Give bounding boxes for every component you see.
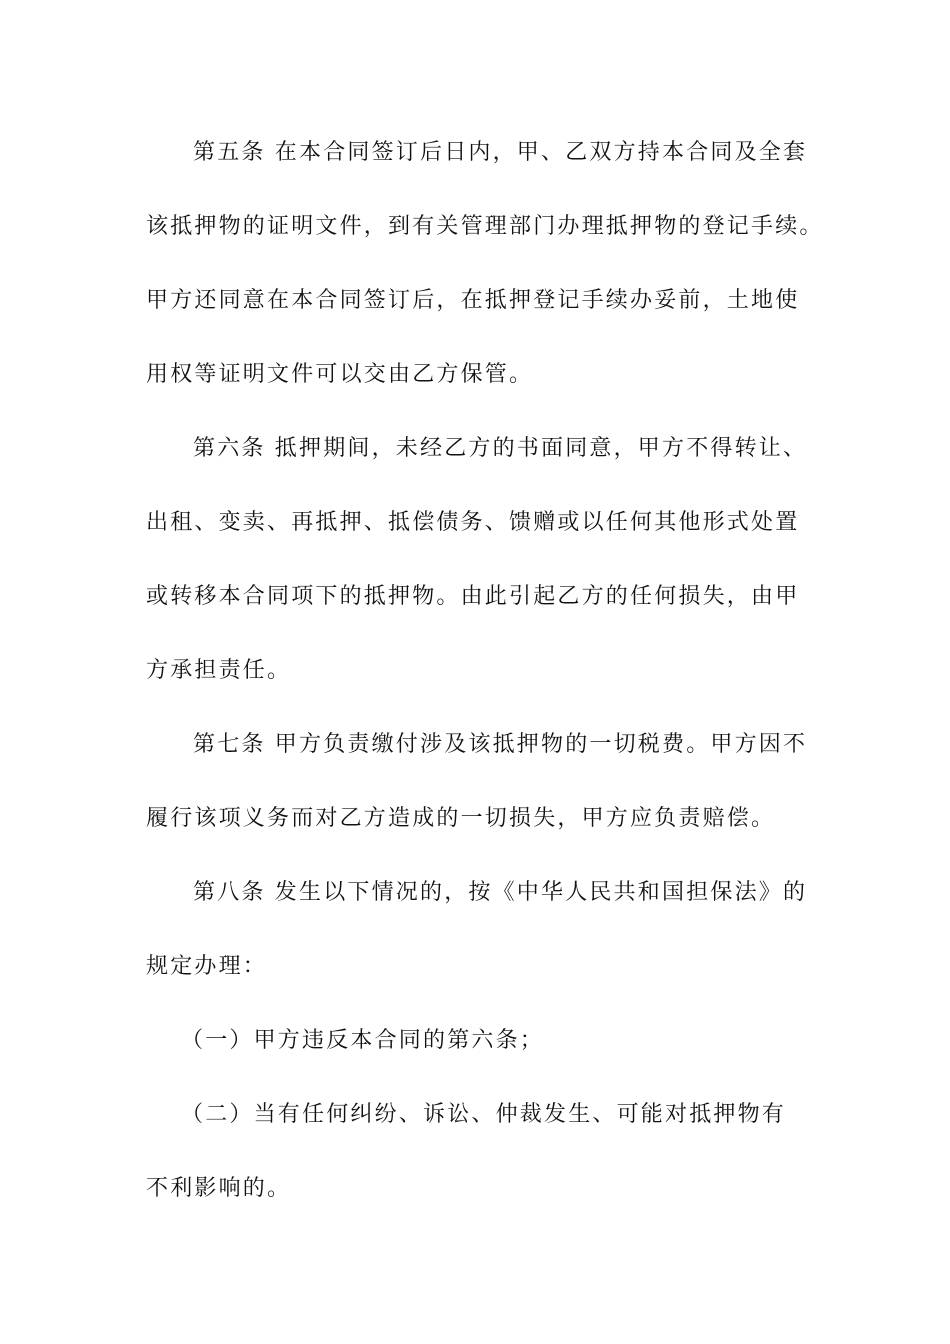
article-6-line-2: 出租、变卖、再抵押、抵偿债务、馈赠或以任何其他形式处置: [146, 510, 800, 535]
article-5-line-1: 第五条 在本合同签订后日内，甲、乙双方持本合同及全套: [193, 140, 808, 165]
article-5-line-3: 甲方还同意在本合同签订后，在抵押登记手续办妥前，土地使: [146, 288, 800, 313]
article-6-line-4: 方承担责任。: [146, 658, 292, 683]
article-6-line-3: 或转移本合同项下的抵押物。由此引起乙方的任何损失，由甲: [146, 584, 800, 609]
article-6-line-1: 第六条 抵押期间，未经乙方的书面同意，甲方不得转让、: [193, 436, 808, 461]
article-8-line-2: 规定办理：: [146, 954, 268, 979]
clause-1-line: （一）甲方违反本合同的第六条；: [181, 1028, 545, 1053]
article-5-line-2: 该抵押物的证明文件，到有关管理部门办理抵押物的登记手续。: [146, 214, 824, 239]
clause-2-line-2: 不利影响的。: [146, 1176, 292, 1201]
article-7-line-1: 第七条 甲方负责缴付涉及该抵押物的一切税费。甲方因不: [193, 732, 808, 757]
article-8-line-1: 第八条 发生以下情况的，按《中华人民共和国担保法》的: [193, 880, 808, 905]
article-7-line-2: 履行该项义务而对乙方造成的一切损失，甲方应负责赔偿。: [146, 806, 776, 831]
clause-2-line-1: （二）当有任何纠纷、诉讼、仲裁发生、可能对抵押物有: [181, 1102, 787, 1127]
article-5-line-4: 用权等证明文件可以交由乙方保管。: [146, 362, 534, 387]
